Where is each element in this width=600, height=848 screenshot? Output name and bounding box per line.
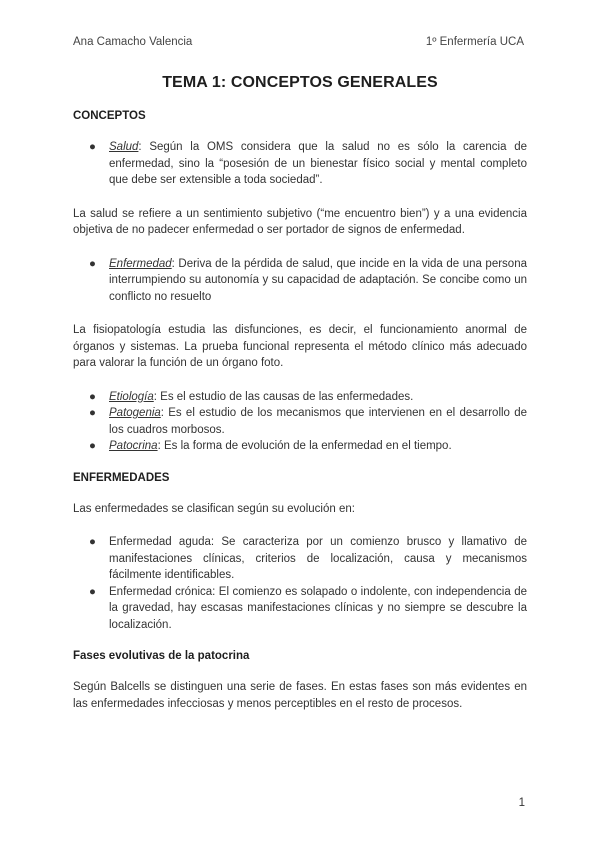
section-heading-conceptos: CONCEPTOS: [73, 110, 146, 122]
paragraph-clasificacion: Las enfermedades se clasifican según su evolución en:: [73, 502, 355, 515]
definition-enfermedad: : Deriva de la pérdida de salud, que incide en la vida de una persona interrumpiendo su autonomía y su capacidad de adaptación. Se concibe como un conflicto no resuelto: [109, 257, 527, 303]
list-salud: [73, 139, 527, 189]
list-item: [73, 534, 527, 584]
term-enfermedad: Enfermedad: [109, 257, 172, 270]
bullet-icon: ●: [89, 440, 96, 452]
item-enfermedad-cronica: Enfermedad crónica: El comienzo es solapado o indolente, con independencia de la gravedad, hay escasas manifestaciones clínicas y no siempre se descubre la localización.: [109, 585, 527, 631]
list-enfermedad: [73, 256, 527, 306]
paragraph-fases: Según Balcells se distinguen una serie de fases. En estas fases son más evidentes en las enfermedades infecciosas y menos perceptibles en el resto de procesos.: [73, 681, 527, 710]
section-heading-fases: Fases evolutivas de la patocrina: [73, 650, 250, 662]
term-patocrina: Patocrina: [109, 440, 158, 452]
list-tipos-enfermedad: [73, 534, 527, 633]
bullet-icon: ●: [89, 141, 96, 153]
list-item: [73, 438, 527, 455]
list-item: [73, 256, 527, 306]
term-patogenia: Patogenia: [109, 407, 161, 419]
definition-salud: : Según la OMS considera que la salud no es sólo la carencia de enfermedad, sino la “posesión de un bienestar físico social y mental completo que debe ser extensible a toda sociedad”.: [109, 141, 527, 186]
definition-etiologia: : Es el estudio de las causas de las enfermedades.: [153, 390, 414, 403]
list-item: [73, 139, 527, 189]
bullet-icon: ●: [89, 585, 96, 598]
bullet-icon: ●: [89, 257, 96, 270]
page-title: TEMA 1: CONCEPTOS GENERALES: [162, 74, 438, 91]
paragraph-fisiopatologia: La fisiopatología estudia las disfunciones, es decir, el funcionamiento anormal de órganos y sistemas. La prueba funcional representa el método clínico más adecuado para valorar la función de un órgano foto.: [73, 324, 527, 369]
header-course: 1º Enfermería UCA: [425, 36, 524, 48]
list-item: [73, 389, 527, 406]
list-item: [73, 584, 527, 634]
header-author: Ana Camacho Valencia: [73, 36, 193, 48]
section-heading-enfermedades: ENFERMEDADES: [73, 471, 170, 484]
term-salud: Salud: [109, 141, 139, 153]
list-definitions: [73, 389, 527, 455]
item-enfermedad-aguda: Enfermedad aguda: Se caracteriza por un comienzo brusco y llamativo de manifestaciones clínicas, criterios de localización, causa y mecanismos fácilmente identificables.: [109, 536, 527, 581]
definition-patogenia: : Es el estudio de los mecanismos que intervienen en el desarrollo de los cuadros morbosos.: [109, 407, 527, 436]
term-etiologia: Etiología: [109, 390, 154, 403]
definition-patocrina: : Es la forma de evolución de la enfermedad en el tiempo.: [157, 440, 452, 452]
bullet-icon: ●: [89, 536, 96, 548]
page-number: 1: [518, 797, 525, 809]
list-item: [73, 405, 527, 438]
document-body: [73, 110, 527, 712]
paragraph-salud: La salud se refiere a un sentimiento subjetivo (“me encuentro bien”) y a una evidencia objetiva de no padecer enfermedad o ser portador de signos de enfermedad.: [73, 207, 527, 236]
bullet-icon: ●: [89, 390, 96, 403]
bullet-icon: ●: [89, 407, 96, 419]
